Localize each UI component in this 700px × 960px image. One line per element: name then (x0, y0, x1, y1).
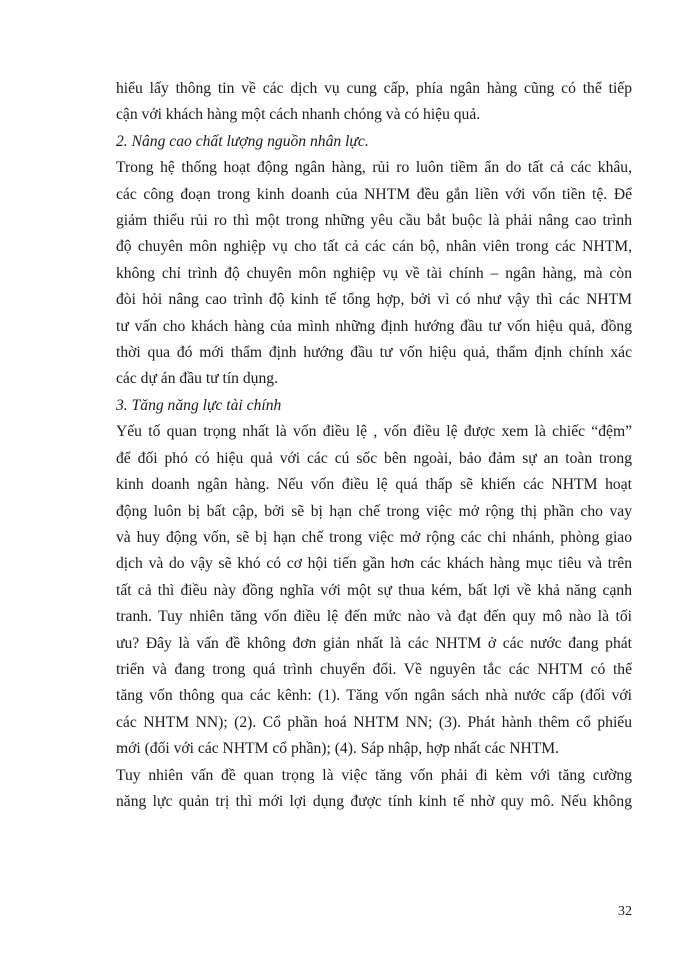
text-line: tranh. Tuy nhiên tăng vốn điều lệ đến mức nào và đạt đến quy mô nào là tối (116, 608, 632, 626)
paragraph-governance (116, 763, 632, 816)
text-line: ưu? Đây là vấn đề không đơn giản nhất là các NHTM ở các nước đang phát (116, 634, 632, 652)
text-line: đòi hỏi nâng cao trình độ kinh tế tổng hợp, bởi vì có như vậy thì các NHTM (116, 291, 632, 309)
text-line: và huy động vốn, sẽ bị hạn chế trong việc mở rộng các chi nhánh, phòng giao (116, 528, 632, 546)
text-line: tất cả thì điều này đồng nghĩa với một sự thua kém, bất lợi về khả năng cạnh (116, 581, 632, 599)
text-line: kinh doanh ngân hàng. Nếu vốn điều lệ quá thấp sẽ khiến các NHTM hoạt (116, 476, 632, 494)
text-line: năng lực quản trị thì mới lợi dụng được tính kinh tế nhờ quy mô. Nếu không (116, 792, 632, 810)
text-line: tăng vốn thông qua các kênh: (1). Tăng vốn ngân sách nhà nước cấp (đối với (116, 687, 632, 705)
text-line: cận với khách hàng một cách nhanh chóng và có hiệu quả. (116, 106, 481, 124)
text-line: Tuy nhiên vấn đề quan trọng là việc tăng vốn phải đi kèm với tăng cường (116, 766, 632, 784)
text-line: các dự án đầu tư tín dụng. (116, 370, 278, 388)
paragraph-intro (116, 76, 632, 129)
paragraph-financial-capacity (116, 419, 632, 762)
document-page (116, 76, 632, 815)
text-line: mới (đối với các NHTM cổ phần); (4). Sáp nhập, hợp nhất các NHTM. (116, 740, 560, 758)
text-line: không chỉ trình độ chuyên môn nghiệp vụ về tài chính – ngân hàng, mà còn (116, 264, 632, 282)
text-line: các NHTM NN); (2). Cổ phần hoá NHTM NN; (3). Phát hành thêm cổ phiếu (116, 713, 632, 731)
text-line: tư vấn cho khách hàng của mình những định hướng đầu tư vốn hiệu quả, đồng (116, 317, 632, 335)
text-line: các công đoạn trong kinh doanh của NHTM đều gắn liền với vốn tiền tệ. Để (116, 185, 632, 203)
text-line: giảm thiểu rủi ro thì một trong những yêu cầu bắt buộc là phải nâng cao trình (116, 212, 632, 230)
text-line: hiểu lấy thông tin về các dịch vụ cung cấp, phía ngân hàng cũng có thể tiếp (116, 80, 632, 97)
paragraph-human-resources (116, 155, 632, 393)
text-line: để đối phó có hiệu quả với các cú sốc bên ngoài, bảo đảm sự an toàn trong (116, 449, 632, 467)
text-line: Yếu tố quan trọng nhất là vốn điều lệ , vốn điều lệ được xem là chiếc “đệm” (116, 423, 632, 441)
text-line: thời qua đó mới thẩm định hướng đầu tư vốn hiệu quả, thẩm định chính xác (116, 344, 632, 362)
text-line: triển và đang trong quá trình chuyển đổi. Về nguyên tắc các NHTM có thể (116, 660, 632, 678)
page-number: 32 (618, 904, 632, 919)
text-line: dịch và do vậy sẽ khó có cơ hội tiến gần hơn các khách hàng mục tiêu và trên (116, 555, 632, 573)
text-line: Trong hệ thống hoạt động ngân hàng, rủi ro luôn tiềm ẩn do tất cả các khâu, (116, 159, 632, 177)
text-line: động luôn bị bất cập, bởi sẽ bị hạn chế trong việc mở rộng thị phần cho vay (116, 502, 632, 520)
text-line: độ chuyên môn nghiệp vụ cho tất cả các cán bộ, nhân viên trong các NHTM, (116, 238, 632, 256)
heading-financial-capacity: 3. Tăng năng lực tài chính (116, 396, 282, 414)
heading-human-resources: 2. Nâng cao chất lượng nguồn nhân lực. (116, 132, 369, 150)
